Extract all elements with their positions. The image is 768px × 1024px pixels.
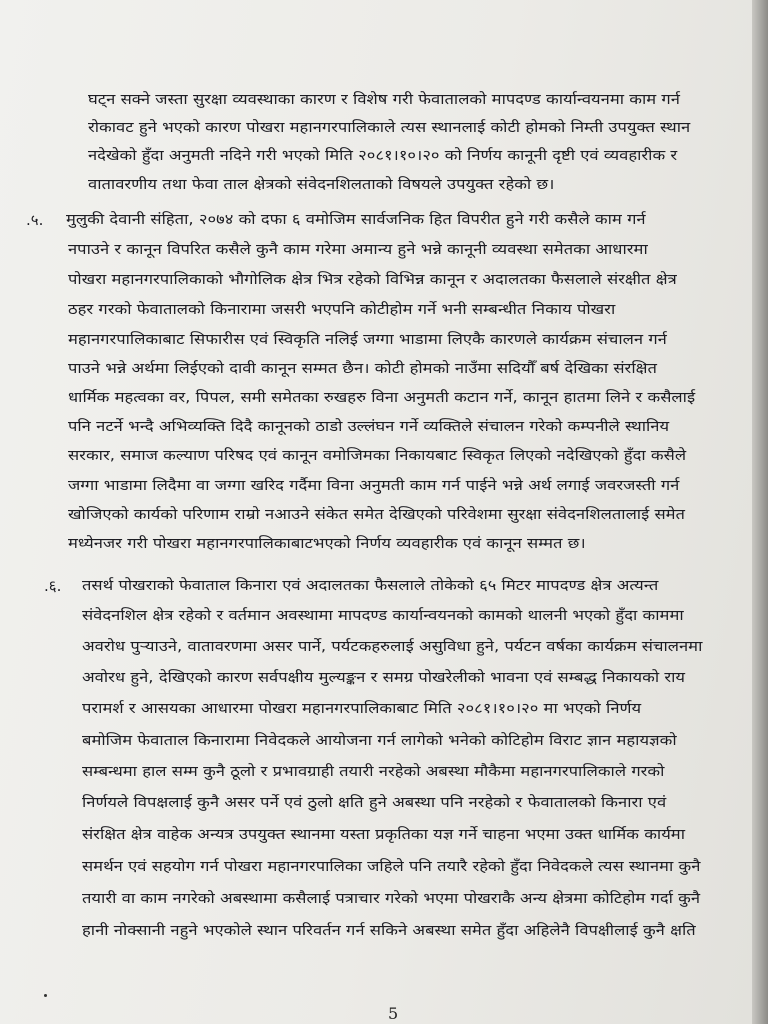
text-line: मध्येनजर गरी पोखरा महानगरपालिकाबाटभएको निर्णय व्यवहारीक एवं कानून सम्मत छ। <box>68 536 586 552</box>
text-line: पोखरा महानगरपालिकाको भौगोलिक क्षेत्र भित्र रहेको विभिन्न कानून र अदालतका फैसलाले संरक्षीत क्षेत्र <box>68 272 677 288</box>
text-line: जग्गा भाडामा लिदैमा वा जग्गा खरिद गर्दैमा विना अनुमती काम गर्न पाईने भन्ने अर्थ लगाई जवरजस्ती गर्न <box>68 478 680 494</box>
text-line: महानगरपालिकाबाट सिफारीस एवं स्विकृति नलिई जग्गा भाडामा लिएकै कारणले कार्यक्रम संचालन गर्न <box>68 332 667 348</box>
text-line: संवेदनशिल क्षेत्र रहेको र वर्तमान अवस्थामा मापदण्ड कार्यान्वयनको कामको थालनी भएको हुँदा काममा <box>82 608 684 624</box>
text-line: अवरोध पुऱ्याउने, वातावरणमा असर पार्ने, पर्यटकहरुलाई असुविधा हुने, पर्यटन वर्षका कार्यक्रम संचालनमा <box>82 639 703 655</box>
item-number-5: .५. <box>26 211 44 229</box>
text-line: नपाउने र कानून विपरित कसैले कुनै काम गरेमा अमान्य हुने भन्ने कानूनी व्यवस्था समेतका आधारमा <box>68 242 648 258</box>
text-line: धार्मिक महत्वका वर, पिपल, समी समेतका रुखहरु विना अनुमती कटान गर्ने, कानून हातमा लिने र कसैलाई <box>68 390 696 406</box>
text-line: वातावरणीय तथा फेवा ताल क्षेत्रको संवेदनशिलताको विषयले उपयुक्त रहेको छ। <box>88 177 555 193</box>
text-line: अवोरध हुने, देखिएको कारण सर्वपक्षीय मुल्यङ्कन र समग्र पोखरेलीको भावना एवं सम्बद्ध निकायको राय <box>82 670 686 686</box>
text-line: संरक्षित क्षेत्र वाहेक अन्यत्र उपयुक्त स्थानमा यस्ता प्रकृतिका यज्ञ गर्ने चाहना भएमा उक्त धार्मिक कार्यमा <box>82 827 685 843</box>
text-line: मुलुकी देवानी संहिता, २०७४ को दफा ६ वमोजिम सार्वजनिक हित विपरीत हुने गरी कसैले काम गर्न <box>66 212 646 228</box>
text-line: ठहर गरको फेवातालको किनारामा जसरी भएपनि कोटीहोम गर्ने भनी सम्बन्धीत निकाय पोखरा <box>68 302 616 318</box>
text-line: बमोजिम फेवाताल किनारामा निवेदकले आयोजना गर्न लागेको भनेको कोटिहोम विराट ज्ञान महायज्ञको <box>82 733 677 749</box>
text-line: तयारी वा काम नगरेको अबस्थामा कसैलाई पत्राचार गरेको भएमा पोखराकै अन्य क्षेत्रमा कोटिहोम गर्दा कुनै <box>82 891 701 907</box>
text-line: हानी नोक्सानी नहुने भएकोले स्थान परिवर्तन गर्न सकिने अबस्था समेत हुँदा अहिलेनै विपक्षीलाई कुनै क्षति <box>82 923 696 939</box>
text-line: समर्थन एवं सहयोग गर्न पोखरा महानगरपालिका जहिले पनि तयारै रहेको हुँदा निवेदकले त्यस स्थानमा कुनै <box>82 859 701 875</box>
ink-dot <box>44 994 47 997</box>
text-line: नदेखेको हुँदा अनुमती नदिने गरी भएको मिति २०८१।१०।२० को निर्णय कानूनी दृष्टी एवं व्यवहारीक र <box>88 148 678 164</box>
text-line: निर्णयले विपक्षलाई कुनै असर पर्ने एवं ठुलो क्षति हुने अबस्था पनि नरहेको र फेवातालको किनारा एवं <box>82 795 667 811</box>
text-line: रोकावट हुने भएको कारण पोखरा महानगरपालिकाले त्यस स्थानलाई कोटी होमको निम्ती उपयुक्त स्थान <box>88 120 691 136</box>
text-line: घट्न सक्ने जस्ता सुरक्षा व्यवस्थाका कारण र विशेष गरी फेवातालको मापदण्ड कार्यान्वयनमा काम गर्न <box>88 92 680 108</box>
text-line: सम्बन्धमा हाल सम्म कुनै ठूलो र प्रभावग्राही तयारी नरहेको अबस्था मौकैमा महानगरपालिकाले गरको <box>82 764 665 780</box>
item-number-6: .६. <box>44 577 62 595</box>
text-line: खोजिएको कार्यको परिणाम राम्रो नआउने संकेत समेत देखिएको परिवेशमा सुरक्षा संवेदनशिलतालाई समेत <box>68 507 685 523</box>
text-line: पाउने भन्ने अर्थमा लिईएको दावी कानून सम्मत छैन। कोटी होमको नाउँमा सदियौँ बर्ष देखिका संरक्षित <box>68 361 657 377</box>
text-line: पनि नटर्ने भन्दै अभिव्यक्ति दिदै कानूनको ठाडो उल्लंघन गर्ने व्यक्तिले संचालन गरेको कम्पनीले स्थानिय <box>68 419 670 435</box>
page-number: 5 <box>388 1004 399 1023</box>
text-line: तसर्थ पोखराको फेवाताल किनारा एवं अदालतका फैसलाले तोकेको ६५ मिटर मापदण्ड क्षेत्र अत्यन्त <box>82 578 659 594</box>
background-surface <box>752 0 768 1024</box>
text-line: सरकार, समाज कल्याण परिषद एवं कानून वमोजिमका निकायबाट स्विकृत लिएको नदेखिएको हुँदा कसैले <box>68 448 687 464</box>
text-line: परामर्श र आसयका आधारमा पोखरा महानगरपालिकाबाट मिति २०८१।१०।२० मा भएको निर्णय <box>82 701 642 717</box>
